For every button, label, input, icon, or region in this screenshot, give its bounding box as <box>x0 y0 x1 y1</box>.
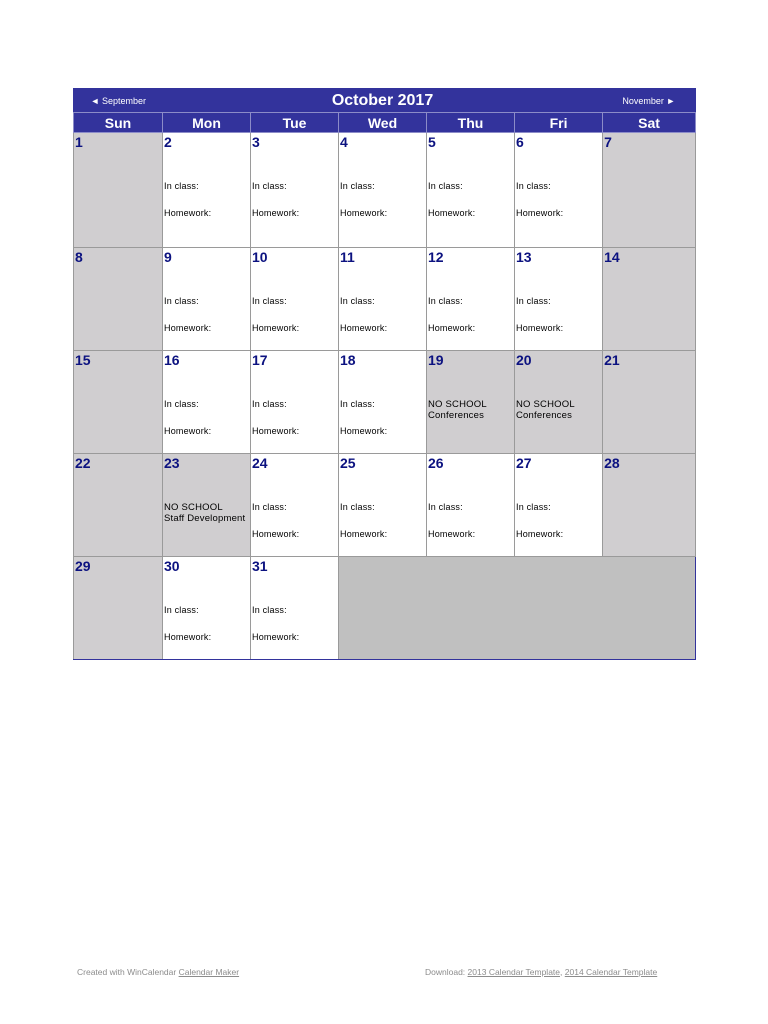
day-number: 22 <box>75 455 91 471</box>
week-row-1 <box>74 133 696 248</box>
download-text: Download: <box>425 967 466 977</box>
homework-label: Homework: <box>252 529 300 539</box>
in-class-label: In class: <box>516 296 551 306</box>
homework-label: Homework: <box>164 208 212 218</box>
day-number: 8 <box>75 249 83 265</box>
day-number: 10 <box>252 249 268 265</box>
homework-label: Homework: <box>252 323 300 333</box>
homework-label: Homework: <box>252 632 300 642</box>
in-class-label: In class: <box>164 296 199 306</box>
day-cell[interactable] <box>515 248 603 351</box>
day-cell-no-school[interactable] <box>427 351 515 454</box>
day-cell[interactable] <box>74 351 163 454</box>
no-school-label: NO SCHOOL <box>428 399 487 410</box>
day-number: 5 <box>428 134 436 150</box>
day-number: 29 <box>75 558 91 574</box>
weekday-header-tue: Tue <box>251 113 339 133</box>
in-class-label: In class: <box>252 502 287 512</box>
in-class-label: In class: <box>252 399 287 409</box>
day-cell[interactable] <box>603 351 696 454</box>
no-school-label: NO SCHOOL <box>516 399 575 410</box>
day-cell[interactable] <box>251 557 339 660</box>
homework-label: Homework: <box>164 632 212 642</box>
in-class-label: In class: <box>164 181 199 191</box>
staff-development-label: Staff Development <box>164 513 246 524</box>
no-school-label: NO SCHOOL <box>164 502 223 513</box>
day-cell[interactable] <box>163 557 251 660</box>
in-class-label: In class: <box>428 296 463 306</box>
week-row-2 <box>74 248 696 351</box>
day-cell[interactable] <box>251 133 339 248</box>
in-class-label: In class: <box>252 296 287 306</box>
homework-label: Homework: <box>428 323 476 333</box>
weekday-header-mon: Mon <box>163 113 251 133</box>
footer-credit <box>77 967 239 977</box>
separator: , <box>560 967 563 977</box>
calendar-title-bar <box>74 89 696 113</box>
weekday-header-sun: Sun <box>74 113 163 133</box>
homework-label: Homework: <box>340 529 388 539</box>
day-cell[interactable] <box>427 454 515 557</box>
day-number: 12 <box>428 249 444 265</box>
calendar-maker-link[interactable]: Calendar Maker <box>178 967 240 977</box>
day-cell[interactable] <box>74 248 163 351</box>
day-number: 28 <box>604 455 620 471</box>
homework-label: Homework: <box>252 426 300 436</box>
day-cell-no-school[interactable] <box>515 351 603 454</box>
day-cell[interactable] <box>515 454 603 557</box>
homework-label: Homework: <box>428 208 476 218</box>
in-class-label: In class: <box>340 181 375 191</box>
template-2014-link[interactable]: 2014 Calendar Template <box>564 967 658 977</box>
next-month-link[interactable]: November ► <box>603 89 696 113</box>
day-number: 27 <box>516 455 532 471</box>
day-cell[interactable] <box>163 248 251 351</box>
in-class-label: In class: <box>428 181 463 191</box>
in-class-label: In class: <box>340 399 375 409</box>
day-number: 25 <box>340 455 356 471</box>
no-school-note <box>428 399 487 421</box>
homework-label: Homework: <box>340 426 388 436</box>
prev-month-link[interactable]: ◄ September <box>74 89 163 113</box>
day-number: 20 <box>516 352 532 368</box>
empty-filler-cell <box>339 557 696 660</box>
day-cell[interactable] <box>427 248 515 351</box>
weekday-header-sat: Sat <box>603 113 696 133</box>
day-cell[interactable] <box>603 454 696 557</box>
day-number: 19 <box>428 352 444 368</box>
week-row-5 <box>74 557 696 660</box>
homework-label: Homework: <box>164 323 212 333</box>
in-class-label: In class: <box>516 181 551 191</box>
day-number: 16 <box>164 352 180 368</box>
conferences-label: Conferences <box>428 410 485 421</box>
day-number: 26 <box>428 455 444 471</box>
in-class-label: In class: <box>164 399 199 409</box>
day-cell[interactable] <box>603 248 696 351</box>
day-number: 15 <box>75 352 91 368</box>
day-number: 23 <box>164 455 180 471</box>
day-cell[interactable] <box>339 133 427 248</box>
day-number: 6 <box>516 134 524 150</box>
day-number: 9 <box>164 249 172 265</box>
day-number: 1 <box>75 134 83 150</box>
day-cell-no-school[interactable] <box>163 454 251 557</box>
weekday-header-row <box>74 113 696 133</box>
day-cell[interactable] <box>251 248 339 351</box>
day-cell[interactable] <box>427 133 515 248</box>
day-number: 13 <box>516 249 532 265</box>
footer-download <box>425 967 657 977</box>
in-class-label: In class: <box>340 502 375 512</box>
in-class-label: In class: <box>164 605 199 615</box>
day-number: 2 <box>164 134 172 150</box>
day-cell[interactable] <box>74 557 163 660</box>
template-2013-link[interactable]: 2013 Calendar Template <box>467 967 561 977</box>
day-cell[interactable] <box>515 133 603 248</box>
day-cell[interactable] <box>74 454 163 557</box>
homework-label: Homework: <box>252 208 300 218</box>
homework-label: Homework: <box>340 323 388 333</box>
day-number: 17 <box>252 352 268 368</box>
in-class-label: In class: <box>252 605 287 615</box>
day-number: 24 <box>252 455 268 471</box>
in-class-label: In class: <box>516 502 551 512</box>
day-number: 4 <box>340 134 348 150</box>
day-cell[interactable] <box>163 133 251 248</box>
in-class-label: In class: <box>428 502 463 512</box>
day-number: 11 <box>340 249 355 265</box>
weekday-header-thu: Thu <box>427 113 515 133</box>
day-cell[interactable] <box>163 351 251 454</box>
day-cell[interactable] <box>339 248 427 351</box>
weekday-header-wed: Wed <box>339 113 427 133</box>
day-number: 14 <box>604 249 620 265</box>
day-cell[interactable] <box>339 351 427 454</box>
week-row-3 <box>74 351 696 454</box>
homework-label: Homework: <box>428 529 476 539</box>
in-class-label: In class: <box>252 181 287 191</box>
day-number: 21 <box>604 352 620 368</box>
in-class-label: In class: <box>340 296 375 306</box>
created-with-text: Created with WinCalendar <box>77 967 177 977</box>
homework-label: Homework: <box>516 208 564 218</box>
day-cell[interactable] <box>251 351 339 454</box>
day-number: 3 <box>252 134 260 150</box>
day-cell[interactable] <box>251 454 339 557</box>
weekday-header-fri: Fri <box>515 113 603 133</box>
day-number: 31 <box>252 558 268 574</box>
day-cell[interactable] <box>603 133 696 248</box>
homework-label: Homework: <box>164 426 212 436</box>
day-number: 18 <box>340 352 356 368</box>
day-cell[interactable] <box>74 133 163 248</box>
homework-label: Homework: <box>516 323 564 333</box>
no-school-note <box>164 502 245 524</box>
week-row-4 <box>74 454 696 557</box>
calendar-table <box>73 88 696 660</box>
day-number: 30 <box>164 558 180 574</box>
month-title: October 2017 <box>163 89 603 113</box>
homework-label: Homework: <box>340 208 388 218</box>
no-school-note <box>516 399 575 421</box>
homework-label: Homework: <box>516 529 564 539</box>
conferences-label: Conferences <box>516 410 573 421</box>
day-number: 7 <box>604 134 612 150</box>
day-cell[interactable] <box>339 454 427 557</box>
